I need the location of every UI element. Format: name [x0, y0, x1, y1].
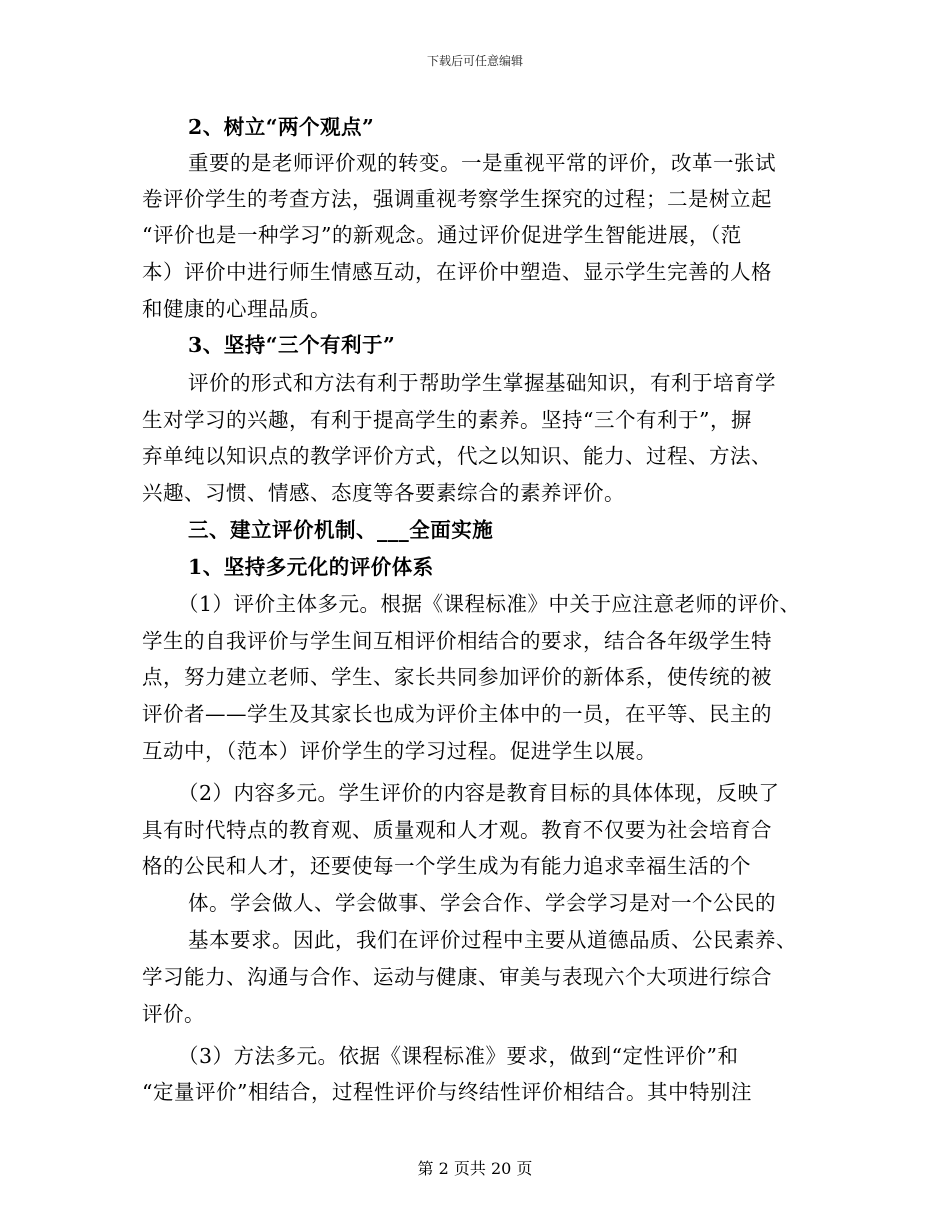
paragraph-line: 基本要求。因此，我们在评价过程中主要从道德品质、公民素养、 — [188, 928, 797, 952]
paragraph-line: 卷评价学生的考查方法，强调重视考察学生探究的过程；二是树立起 — [142, 187, 772, 211]
paragraph-line: 体。学会做人、学会做事、学会合作、学会学习是对一个公民的 — [188, 891, 776, 915]
paragraph-line: 学习能力、沟通与合作、运动与健康、审美与表现六个大项进行综合 — [142, 965, 772, 989]
page-header: 下载后可任意编辑 — [426, 54, 523, 68]
paragraph-line: 格的公民和人才，还要使每一个学生成为有能力追求幸福生活的个 — [142, 854, 751, 878]
paragraph-line: （1）评价主体多元。根据《课程标准》中关于应注意老师的评价、 — [178, 592, 801, 616]
paragraph-line: 和健康的心理品质。 — [142, 297, 331, 321]
page-number-footer: 第 2 页共 20 页 — [417, 1159, 533, 1178]
paragraph-line: 互动中，（范本）评价学生的学习过程。促进学生以展。 — [142, 739, 657, 763]
paragraph-line: 弃单纯以知识点的教学评价方式，代之以知识、能力、过程、方法、 — [142, 444, 772, 468]
paragraph-line: 重要的是老师评价观的转变。一是重视平常的评价，改革一张试 — [188, 151, 776, 175]
heading-two-viewpoints: 2、树立“两个观点” — [188, 115, 375, 139]
heading-diverse-system: 1、坚持多元化的评价体系 — [188, 555, 434, 579]
heading-section-three: 三、建立评价机制、___全面实施 — [188, 518, 494, 542]
paragraph-line: （3）方法多元。依据《课程标准》要求，做到“定性评价”和 — [178, 1044, 739, 1068]
paragraph-line: 学生的自我评价与学生间互相评价相结合的要求，结合各年级学生特 — [142, 629, 772, 653]
paragraph-line: （2）内容多元。学生评价的内容是教育目标的具体体现，反映了 — [178, 781, 780, 805]
paragraph-line: 兴趣、习惯、情感、态度等各要素综合的素养评价。 — [142, 481, 625, 505]
paragraph-line: 具有时代特点的教育观、质量观和人才观。教育不仅要为社会培育合 — [142, 818, 772, 842]
paragraph-line: 评价者——学生及其家长也成为评价主体中的一员，在平等、民主的 — [142, 702, 772, 726]
paragraph-line: 评价。 — [142, 1002, 205, 1026]
paragraph-line: “定量评价”相结合，过程性评价与终结性评价相结合。其中特别注 — [142, 1080, 752, 1104]
paragraph-line: 点，努力建立老师、学生、家长共同参加评价的新体系，使传统的被 — [142, 665, 772, 689]
paragraph-line: 生对学习的兴趣，有利于提高学生的素养。坚持“三个有利于”，摒 — [142, 408, 752, 432]
paragraph-line: 评价的形式和方法有利于帮助学生掌握基础知识，有利于培育学 — [188, 371, 776, 395]
paragraph-line: “评价也是一种学习”的新观念。通过评价促进学生智能进展，（范 — [142, 223, 742, 247]
heading-three-benefits: 3、坚持“三个有利于” — [188, 333, 396, 357]
paragraph-line: 本）评价中进行师生情感互动，在评价中塑造、显示学生完善的人格 — [142, 260, 772, 284]
